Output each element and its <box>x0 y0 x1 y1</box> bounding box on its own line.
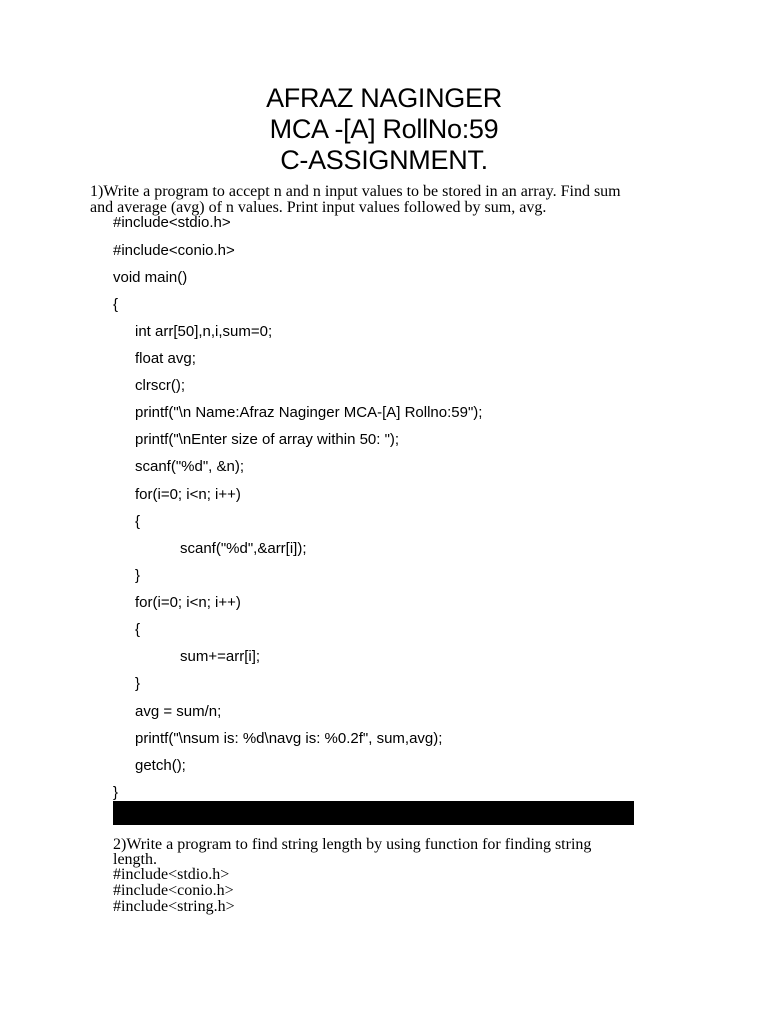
code-line: #include<stdio.h> <box>113 214 231 231</box>
code-line: { <box>135 513 141 530</box>
code-line: #include<conio.h> <box>113 242 235 259</box>
code-line: for(i=0; i<n; i++) <box>135 486 241 503</box>
code-line: avg = sum/n; <box>135 703 222 720</box>
code-line: void main() <box>113 269 188 286</box>
assignment-title: C-ASSIGNMENT. <box>280 145 488 175</box>
code-line: scanf("%d",&arr[i]); <box>180 540 307 557</box>
code-line: float avg; <box>135 350 196 367</box>
author-name: AFRAZ NAGINGER <box>266 83 502 113</box>
code-line: printf("\nEnter size of array within 50: "); <box>135 431 400 448</box>
class-rollno: MCA -[A] RollNo:59 <box>269 114 499 144</box>
code-line: printf("\nsum is: %d\navg is: %0.2f", sum,avg); <box>135 730 443 747</box>
code-line: } <box>135 675 141 692</box>
code-line: for(i=0; i<n; i++) <box>135 594 241 611</box>
code-line: #include<conio.h> <box>113 882 234 899</box>
code-line: clrscr(); <box>135 377 185 394</box>
code-line: { <box>135 621 141 638</box>
code-line: int arr[50],n,i,sum=0; <box>135 323 273 340</box>
question-1-text-line1: 1)Write a program to accept n and n input values to be stored in an array. Find sum <box>90 183 621 200</box>
code-line: #include<string.h> <box>113 898 235 915</box>
question-1-text-line2: and average (avg) of n values. Print input values followed by sum, avg. <box>90 199 547 216</box>
redaction-bar <box>113 801 634 825</box>
code-line: { <box>113 296 119 313</box>
code-line: } <box>135 567 141 584</box>
code-line: scanf("%d", &n); <box>135 458 245 475</box>
code-line: sum+=arr[i]; <box>180 648 261 665</box>
code-line: #include<stdio.h> <box>113 866 230 883</box>
code-line: } <box>113 784 119 801</box>
code-line: printf("\n Name:Afraz Naginger MCA-[A] Rollno:59"); <box>135 404 483 421</box>
question-2-text-line2: length. <box>113 851 157 868</box>
code-line: getch(); <box>135 757 186 774</box>
question-2-text-line1: 2)Write a program to find string length by using function for finding string <box>113 836 592 853</box>
